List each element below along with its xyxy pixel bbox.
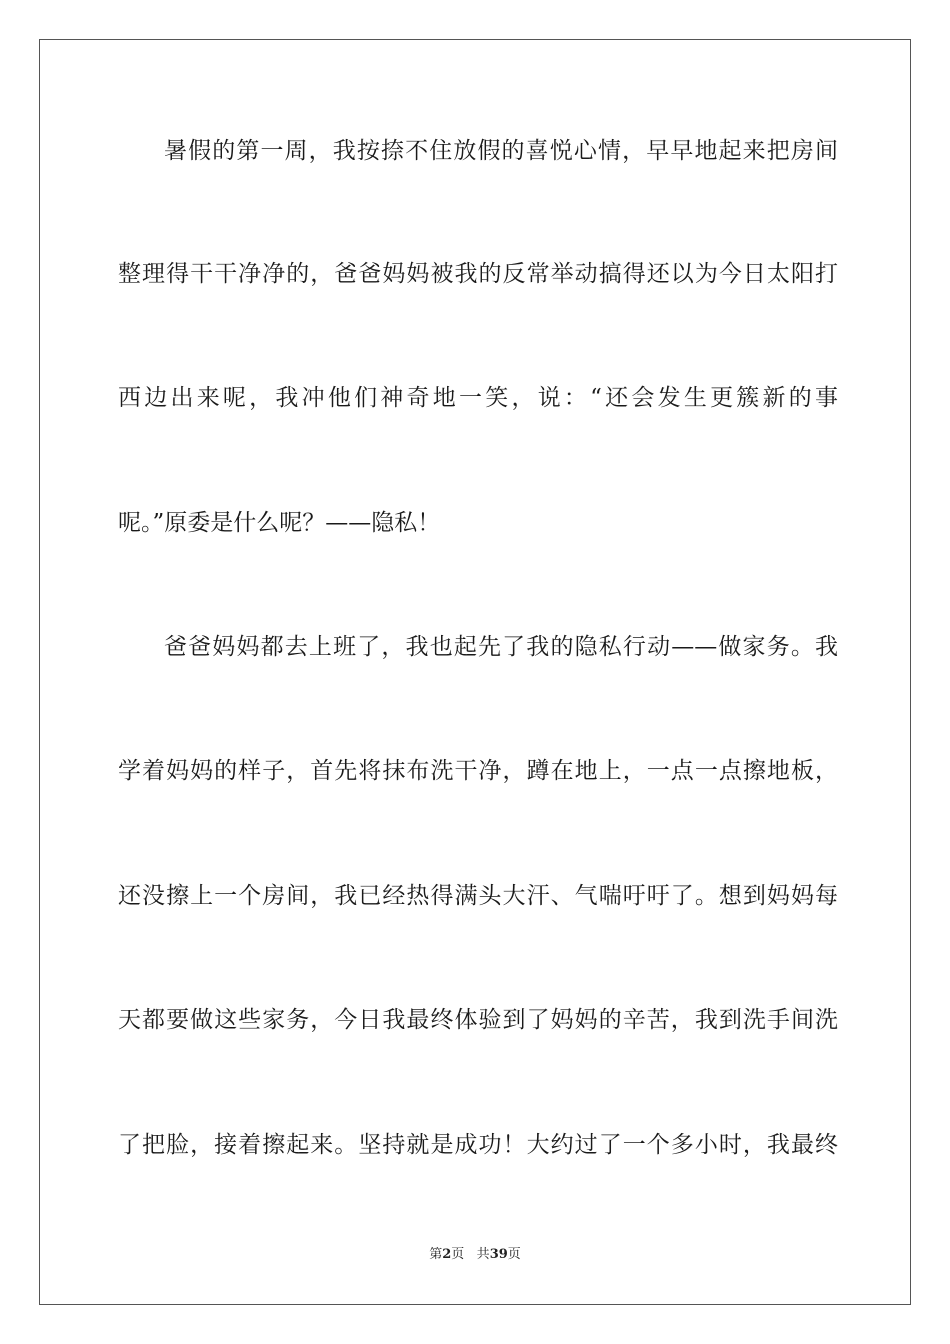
paragraph-1-line-3: 西边出来呢，我冲他们神奇地一笑，说：“还会发生更簇新的事 [118, 385, 838, 411]
paragraph-1-line-1: 暑假的第一周，我按捺不住放假的喜悦心情，早早地起来把房间 [164, 138, 838, 164]
page-prefix: 第 [429, 1247, 443, 1262]
paragraph-2-line-2: 学着妈妈的样子，首先将抹布洗干净，蹲在地上，一点一点擦地板， [118, 758, 838, 784]
paragraph-2-line-4: 天都要做这些家务，今日我最终体验到了妈妈的辛苦，我到洗手间洗 [118, 1007, 838, 1033]
paragraph-2-line-1: 爸爸妈妈都去上班了，我也起先了我的隐私行动——做家务。我 [164, 634, 838, 660]
page-suffix: 页 [451, 1247, 465, 1262]
paragraph-1-line-4: 呢。”原委是什么呢？——隐私！ [118, 510, 441, 536]
total-pages: 39 [489, 1247, 508, 1262]
paragraph-2-line-5: 了把脸，接着擦起来。坚持就是成功！大约过了一个多小时，我最终 [118, 1132, 838, 1158]
total-prefix: 共 [476, 1247, 490, 1262]
paragraph-1-line-2: 整理得干干净净的，爸爸妈妈被我的反常举动搞得还以为今日太阳打 [118, 261, 838, 287]
page-number: 2 [442, 1247, 452, 1262]
total-suffix: 页 [507, 1247, 521, 1262]
page-footer [0, 1246, 950, 1264]
page-border [39, 39, 911, 1305]
paragraph-2-line-3: 还没擦上一个房间，我已经热得满头大汗、气喘吁吁了。想到妈妈每 [118, 883, 838, 909]
